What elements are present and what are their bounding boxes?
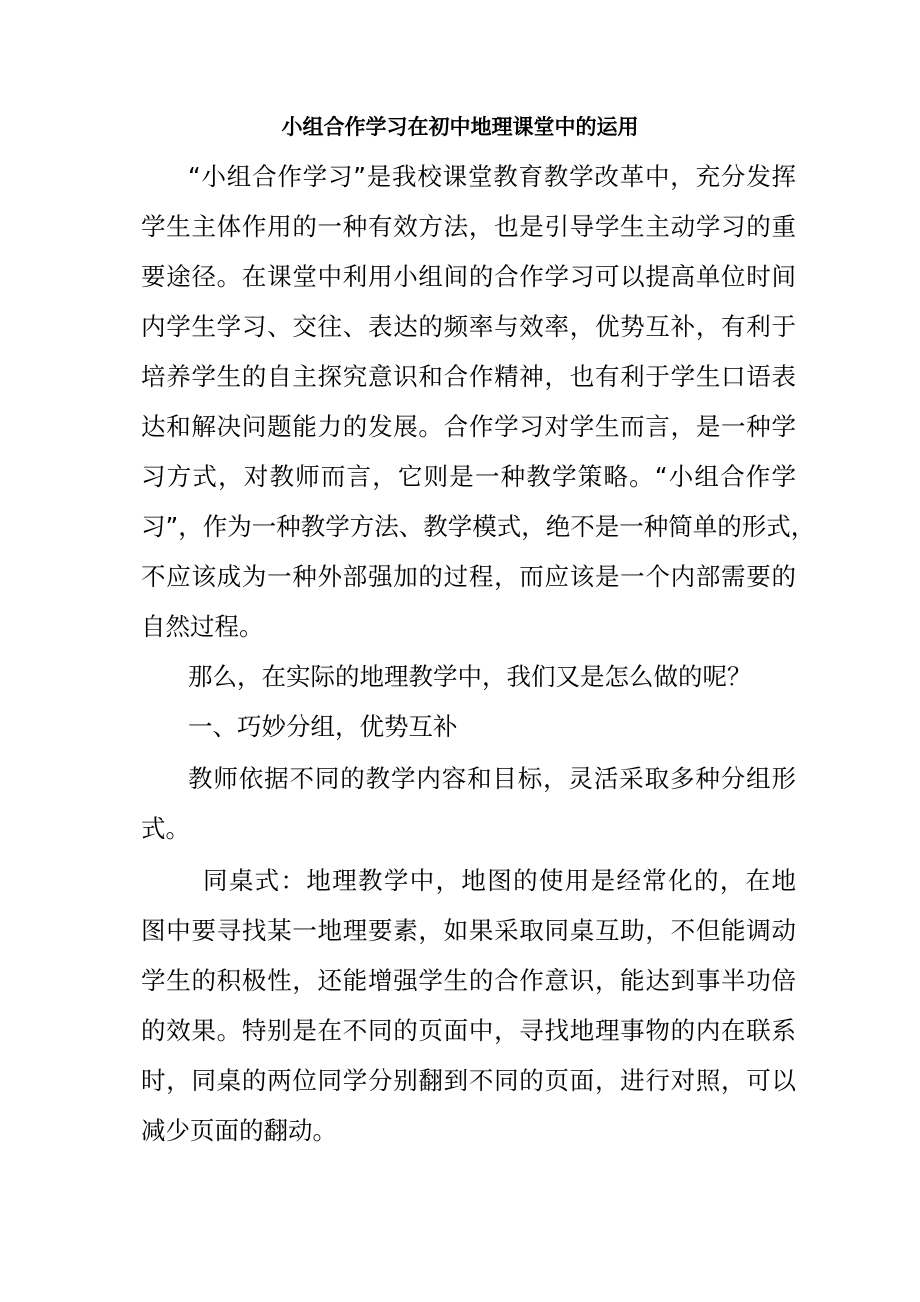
paragraph-line: 同桌式：地理教学中，地图的使用是经常化的，在地 <box>203 866 796 895</box>
paragraph-line: 学生的积极性，还能增强学生的合作意识，能达到事半功倍 <box>141 966 796 995</box>
paragraph-line: “小组合作学习”是我校课堂教育教学改革中，充分发挥 <box>188 162 796 191</box>
paragraph-line: 培养学生的自主探究意识和合作精神，也有利于学生口语表 <box>141 362 796 391</box>
paragraph-line: 减少页面的翻动。 <box>141 1116 337 1145</box>
paragraph-line: 的效果。特别是在不同的页面中，寻找地理事物的内在联系 <box>141 1016 796 1045</box>
paragraph-line: 图中要寻找某一地理要素，如果采取同桌互助，不但能调动 <box>141 916 796 945</box>
paragraph-line: 自然过程。 <box>141 612 264 641</box>
paragraph-line: 教师依据不同的教学内容和目标，灵活采取多种分组形 <box>188 764 796 793</box>
paragraph-line: 达和解决问题能力的发展。合作学习对学生而言，是一种学 <box>141 412 796 441</box>
paragraph-line: 式。 <box>141 814 190 843</box>
paragraph-line: 要途径。在课堂中利用小组间的合作学习可以提高单位时间 <box>141 262 796 291</box>
paragraph-line: 学生主体作用的一种有效方法，也是引导学生主动学习的重 <box>141 212 796 241</box>
paragraph-line: 时，同桌的两位同学分别翻到不同的页面，进行对照，可以 <box>141 1066 796 1095</box>
section-heading: 一、巧妙分组，优势互补 <box>188 712 458 741</box>
paragraph-line: 那么，在实际的地理教学中，我们又是怎么做的呢？ <box>188 662 752 691</box>
paragraph-line: 习”，作为一种教学方法、教学模式，绝不是一种简单的形式， <box>141 512 816 541</box>
paragraph-line: 内学生学习、交往、表达的频率与效率，优势互补，有利于 <box>141 312 796 341</box>
paragraph-line: 不应该成为一种外部强加的过程，而应该是一个内部需要的 <box>141 562 796 591</box>
document-title: 小组合作学习在初中地理课堂中的运用 <box>281 115 639 139</box>
paragraph-line: 习方式，对教师而言，它则是一种教学策略。“小组合作学 <box>141 462 796 491</box>
